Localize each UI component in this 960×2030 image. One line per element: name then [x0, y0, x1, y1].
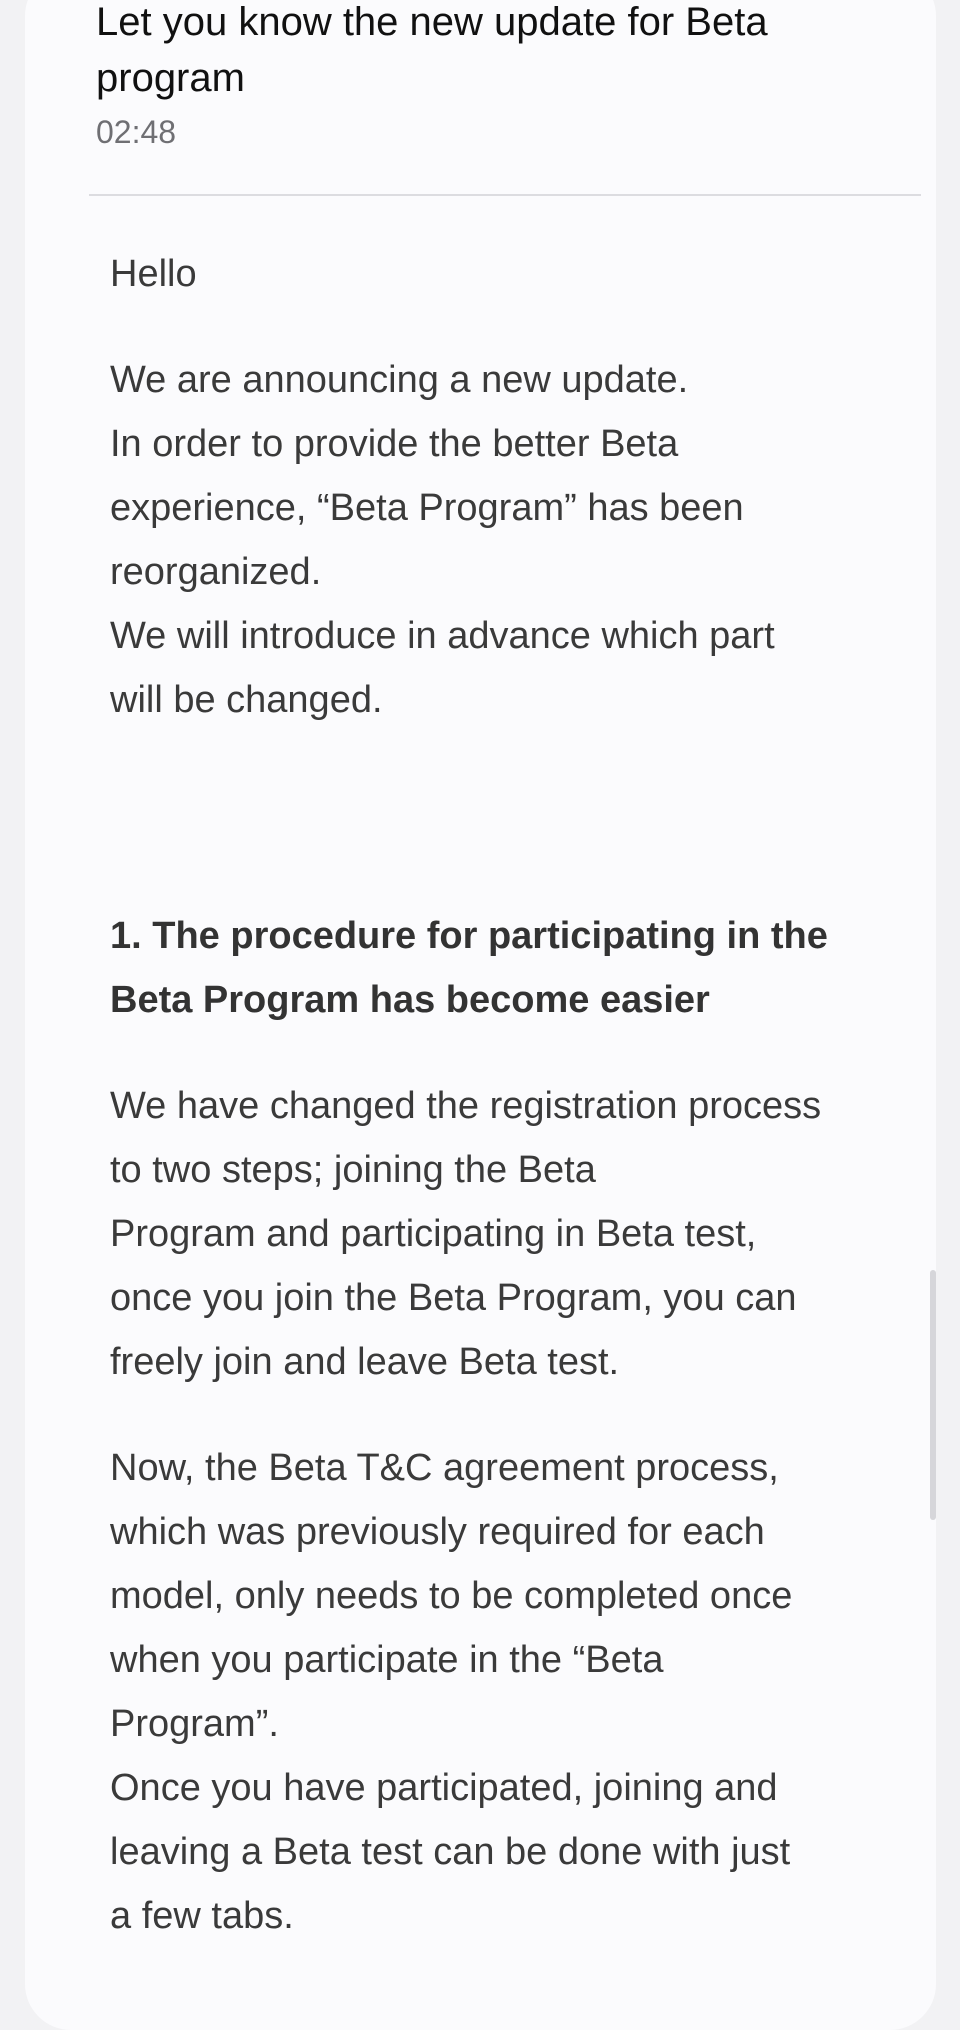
greeting-text: Hello	[110, 253, 197, 295]
paragraph-line: model, only needs to be completed once	[110, 1575, 793, 1617]
section-heading-line: Beta Program has become easier	[110, 979, 710, 1021]
section-paragraph-agreement	[110, 1436, 910, 1948]
notice-body	[110, 242, 910, 1948]
paragraph-line: which was previously required for each	[110, 1511, 765, 1553]
intro-paragraph	[110, 348, 910, 732]
paragraph-line: once you join the Beta Program, you can	[110, 1277, 797, 1319]
notice-time: 02:48	[96, 114, 177, 150]
paragraph-line: Program”.	[110, 1703, 279, 1745]
paragraph-line: a few tabs.	[110, 1895, 294, 1937]
paragraph-line: leaving a Beta test can be done with just	[110, 1831, 791, 1873]
section-heading-line: 1. The procedure for participating in the	[110, 915, 828, 957]
notice-title: Let you know the new update for Beta program	[96, 0, 768, 100]
vertical-scrollbar[interactable]	[930, 1270, 936, 1520]
paragraph-line: Now, the Beta T&C agreement process,	[110, 1447, 779, 1489]
intro-line: We will introduce in advance which part	[110, 615, 775, 657]
section-heading	[110, 904, 910, 1032]
paragraph-line: freely join and leave Beta test.	[110, 1341, 620, 1383]
header-divider	[89, 194, 921, 196]
paragraph-line: We have changed the registration process	[110, 1085, 822, 1127]
notice-header	[96, 0, 896, 152]
paragraph-line: when you participate in the “Beta	[110, 1639, 664, 1681]
section-paragraph-registration	[110, 1074, 910, 1394]
intro-line: We are announcing a new update.	[110, 359, 689, 401]
intro-line: will be changed.	[110, 679, 383, 721]
intro-line: experience, “Beta Program” has been	[110, 487, 744, 529]
paragraph-line: to two steps; joining the Beta	[110, 1149, 596, 1191]
intro-line: In order to provide the better Beta	[110, 423, 679, 465]
paragraph-line: Once you have participated, joining and	[110, 1767, 778, 1809]
intro-line: reorganized.	[110, 551, 322, 593]
paragraph-line: Program and participating in Beta test,	[110, 1213, 757, 1255]
notice-card	[25, 0, 936, 2030]
